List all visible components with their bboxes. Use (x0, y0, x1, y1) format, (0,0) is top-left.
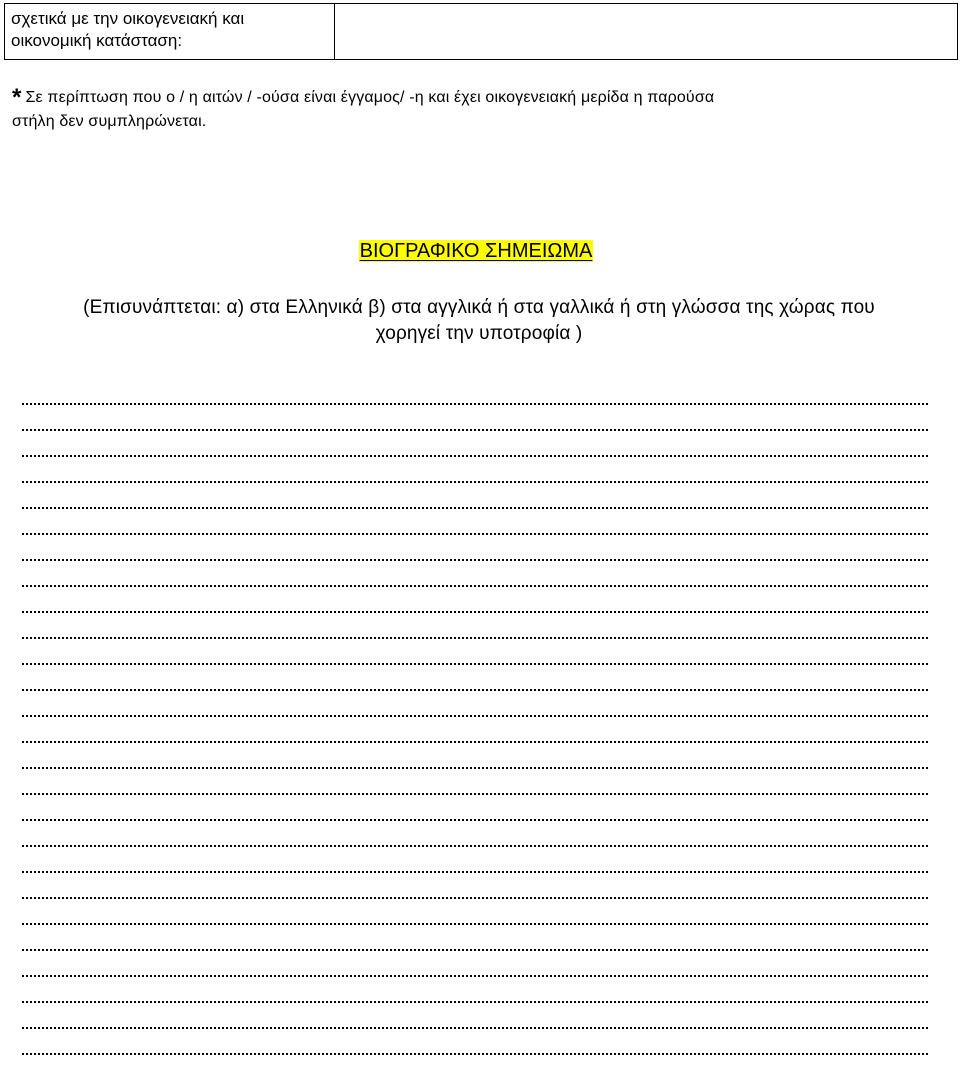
dotted-line[interactable] (22, 696, 928, 722)
dotted-line[interactable] (22, 722, 928, 748)
cv-instructions-line-1: (Επισυνάπτεται: α) στα Ελληνικά β) στα αγγλικά ή στα γαλλικά ή στη γλώσσα της χώρας που (83, 297, 875, 318)
family-status-label-line-2: οικονομική κατάσταση: (11, 31, 183, 50)
cv-writing-area[interactable] (22, 384, 928, 1074)
dotted-line[interactable] (22, 514, 928, 540)
dotted-line[interactable] (22, 566, 928, 592)
family-status-value-field[interactable] (335, 4, 958, 60)
dotted-line[interactable] (22, 852, 928, 878)
note-line-1 (12, 86, 952, 110)
family-status-label-cell (5, 4, 335, 60)
dotted-line[interactable] (22, 644, 928, 670)
dotted-line[interactable] (22, 436, 928, 462)
dotted-line[interactable] (22, 956, 928, 982)
cv-section-title (0, 236, 952, 266)
cv-title-text: ΒΙΟΓΡΑΦΙΚΟ ΣΗΜΕΙΩΜΑ (359, 240, 593, 262)
dotted-line[interactable] (22, 384, 928, 410)
dotted-line[interactable] (22, 592, 928, 618)
dotted-line[interactable] (22, 826, 928, 852)
dotted-line[interactable] (22, 670, 928, 696)
dotted-line[interactable] (22, 1034, 928, 1060)
dotted-line[interactable] (22, 540, 928, 566)
asterisk-mark: * (12, 84, 22, 111)
dotted-line[interactable] (22, 878, 928, 904)
dotted-line[interactable] (22, 800, 928, 826)
dotted-line[interactable] (22, 748, 928, 774)
married-applicant-note (12, 86, 952, 134)
dotted-line[interactable] (22, 904, 928, 930)
note-text-2: στήλη δεν συμπληρώνεται. (12, 113, 207, 130)
note-text-1: Σε περίπτωση που ο / η αιτών / -ούσα είναι έγγαμος/ -η και έχει οικογενειακή μερίδα η παρούσα (25, 89, 715, 106)
family-status-label-line-1: σχετικά με την οικογενειακή και (11, 9, 245, 28)
cv-instructions-line-2: χορηγεί την υποτροφία ) (375, 323, 583, 344)
dotted-line[interactable] (22, 462, 928, 488)
dotted-line[interactable] (22, 930, 928, 956)
cv-instructions (20, 295, 938, 347)
dotted-line[interactable] (22, 982, 928, 1008)
family-status-table (4, 3, 958, 60)
dotted-line[interactable] (22, 488, 928, 514)
dotted-line[interactable] (22, 1008, 928, 1034)
dotted-line[interactable] (22, 410, 928, 436)
dotted-line[interactable] (22, 618, 928, 644)
dotted-line[interactable] (22, 774, 928, 800)
